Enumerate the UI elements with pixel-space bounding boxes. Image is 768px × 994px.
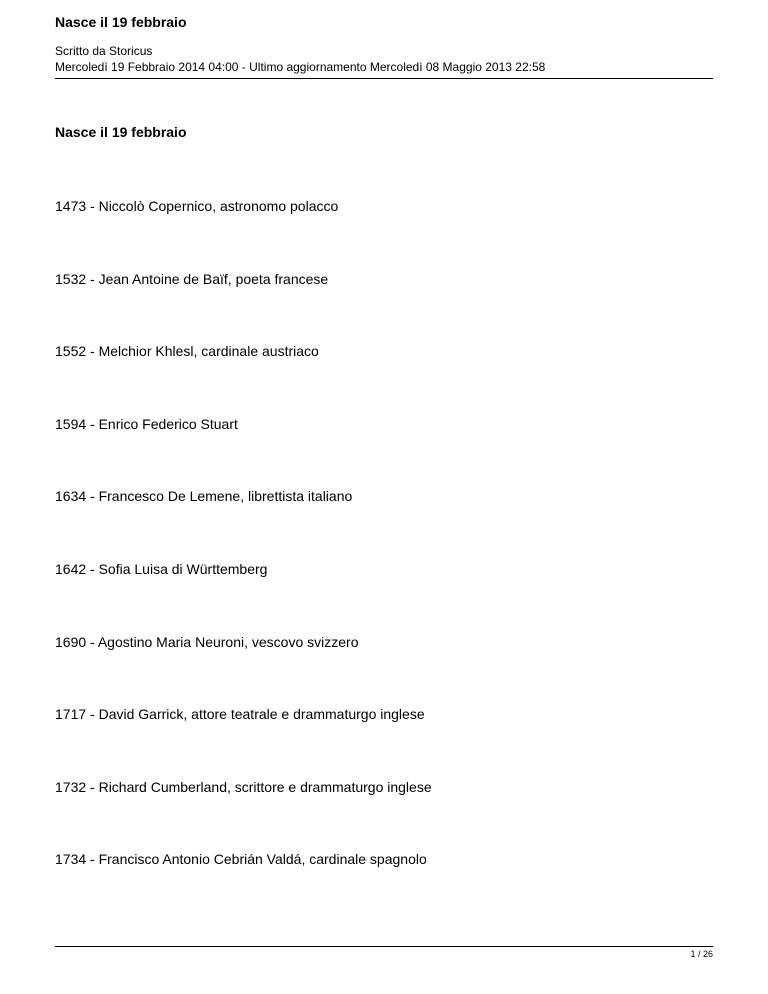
list-item: 1532 - Jean Antoine de Baïf, poeta francese: [55, 270, 329, 287]
header-divider: [55, 78, 713, 79]
list-item: 1594 - Enrico Federico Stuart: [55, 415, 238, 432]
header-title: Nasce il 19 febbraio: [55, 14, 187, 30]
list-item: 1552 - Melchior Khlesl, cardinale austriaco: [55, 343, 319, 360]
header-dates: Mercoledì 19 Febbraio 2014 04:00 - Ultimo aggiornamento Mercoledì 08 Maggio 2013 22:58: [55, 60, 546, 74]
article-heading: Nasce il 19 febbraio: [55, 124, 187, 140]
footer-divider: [55, 946, 713, 947]
header-author: Scritto da Storicus: [55, 44, 153, 58]
list-item: 1473 - Niccolò Copernico, astronomo polacco: [55, 198, 339, 214]
list-item: 1690 - Agostino Maria Neuroni, vescovo svizzero: [55, 633, 359, 650]
page-number: 1 / 26: [690, 949, 713, 959]
list-item: 1734 - Francisco Antonio Cebrián Valdá, cardinale spagnolo: [55, 851, 427, 868]
list-item: 1642 - Sofia Luisa di Württemberg: [55, 560, 268, 577]
list-item: 1634 - Francesco De Lemene, librettista italiano: [55, 488, 353, 505]
list-item: 1732 - Richard Cumberland, scrittore e drammaturgo inglese: [55, 778, 432, 795]
list-item: 1717 - David Garrick, attore teatrale e drammaturgo inglese: [55, 706, 425, 723]
birth-list: [55, 197, 713, 923]
